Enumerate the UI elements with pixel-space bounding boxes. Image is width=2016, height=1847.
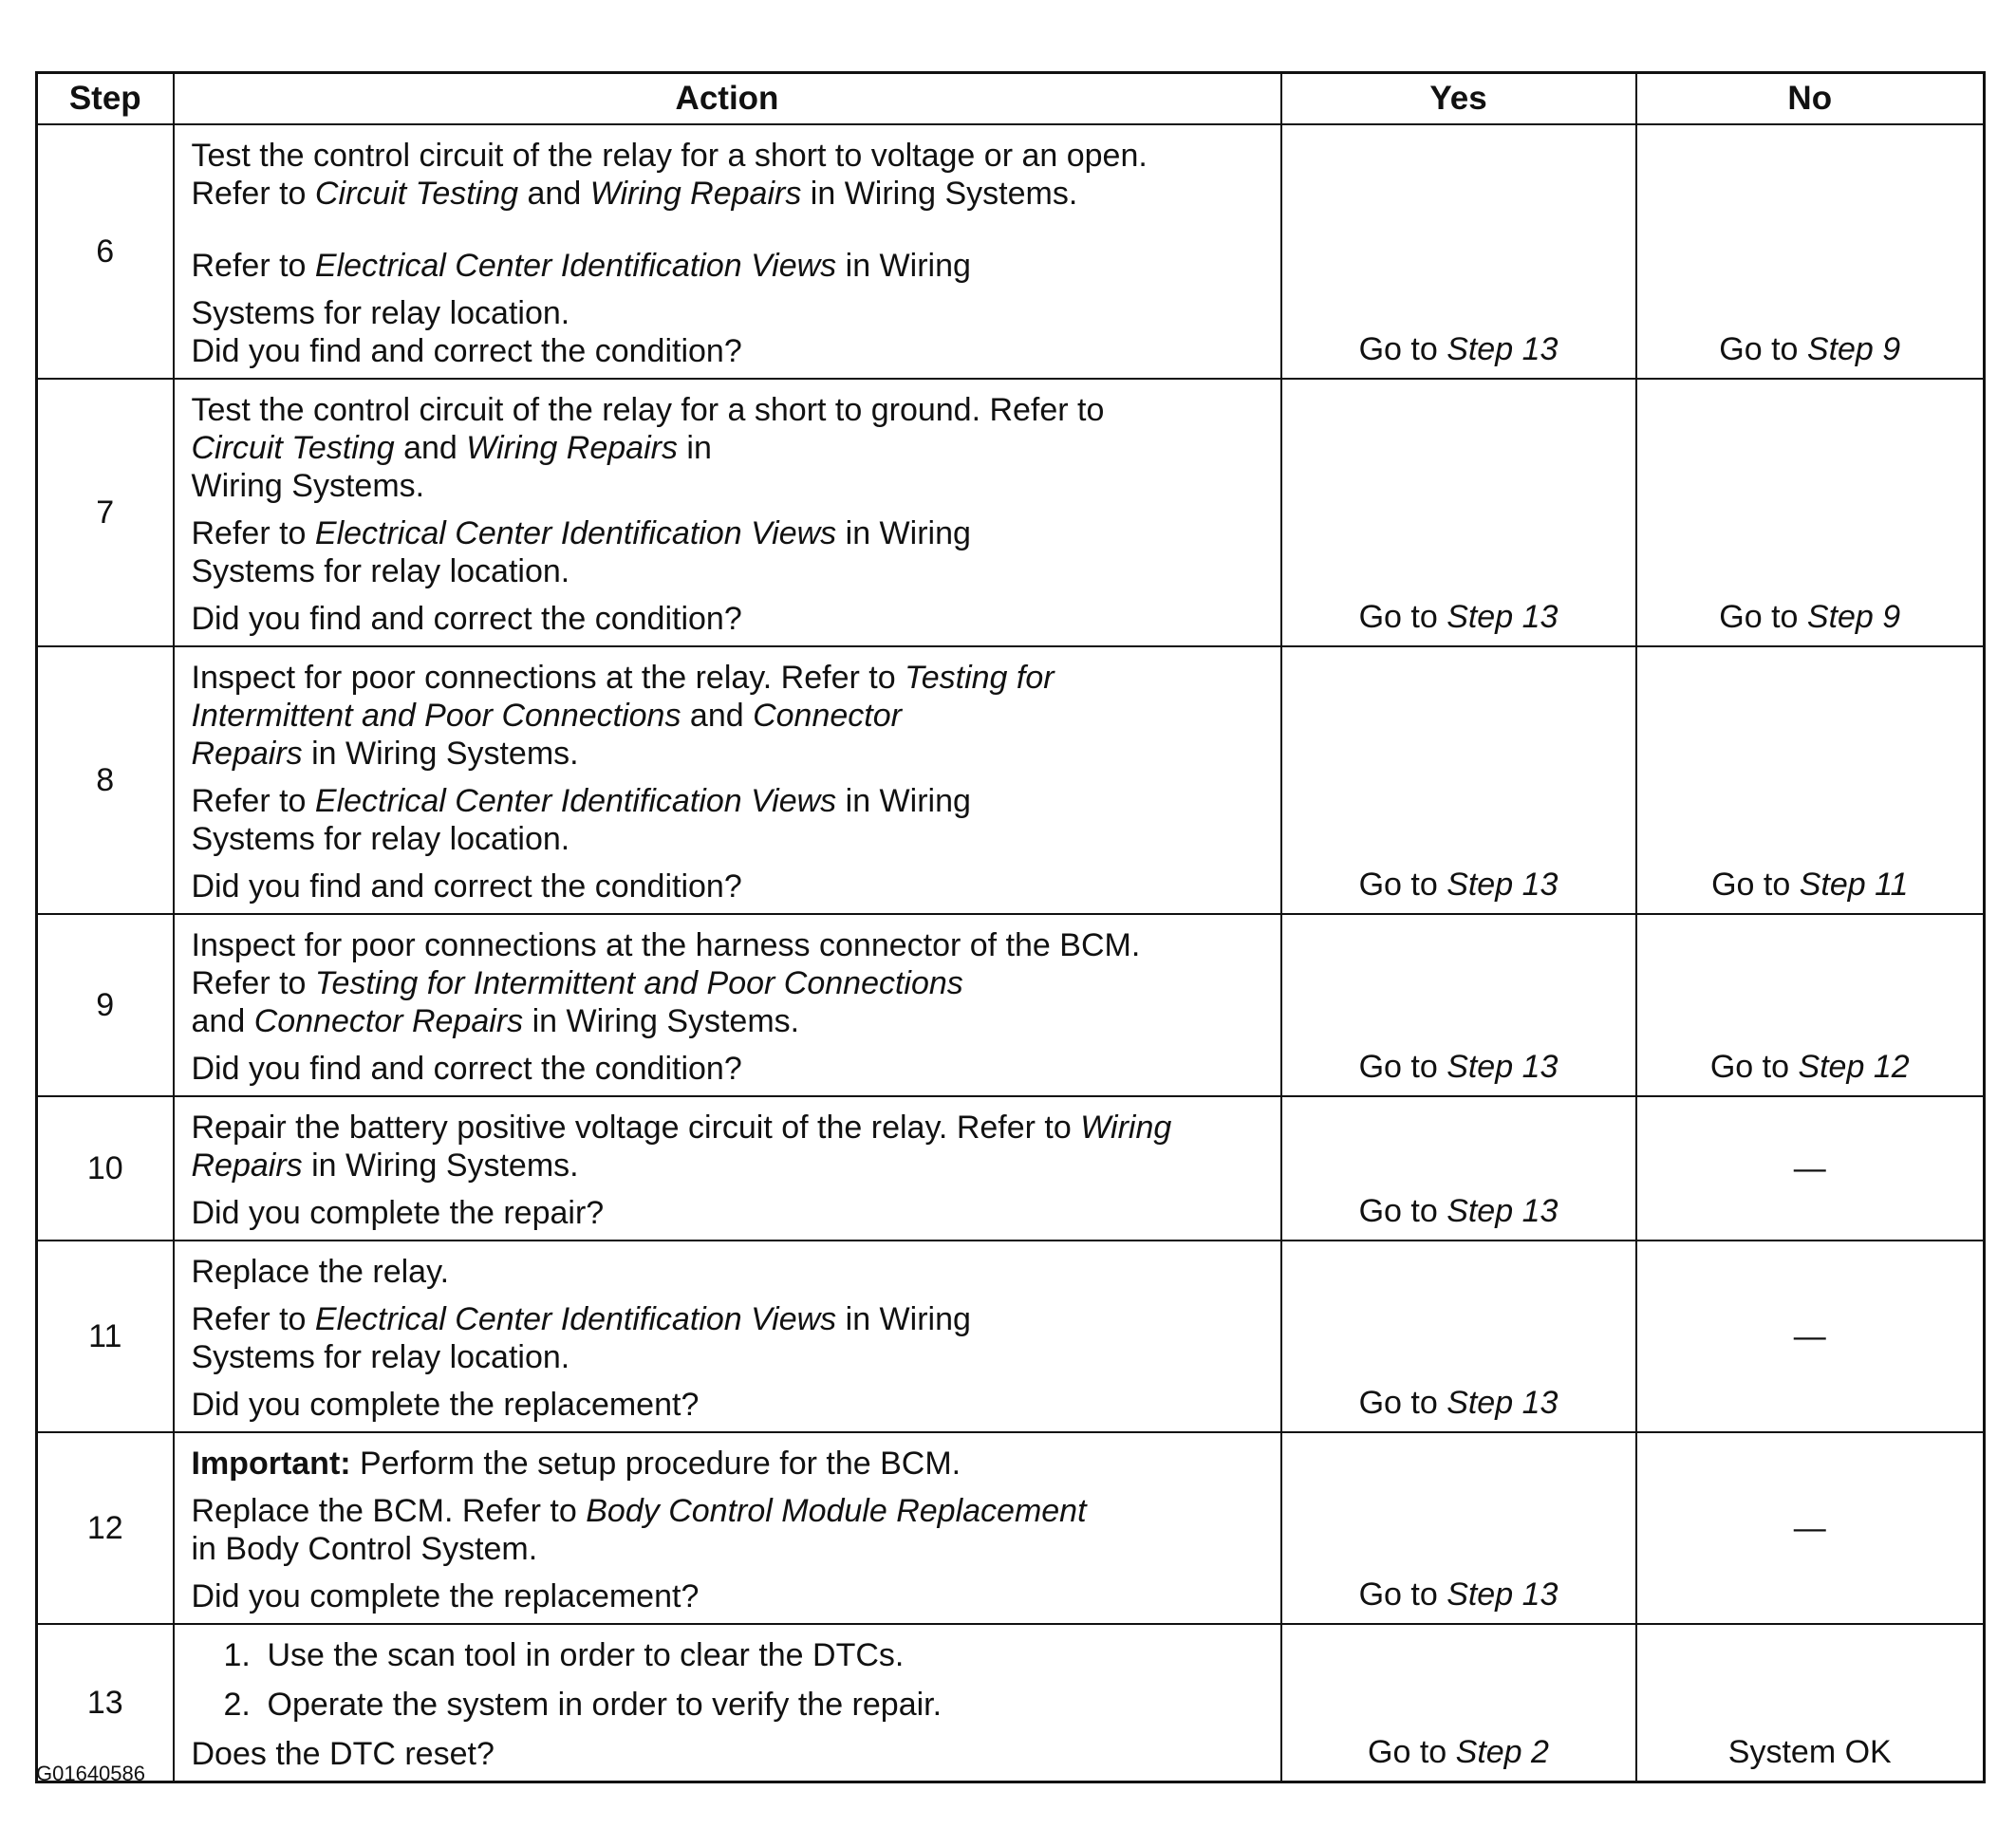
action-line xyxy=(192,964,1265,1002)
step-number: 11 xyxy=(37,1241,174,1432)
text-run: Does the DTC reset? xyxy=(191,1736,495,1772)
action-line xyxy=(192,1002,1265,1040)
text-run: Go to xyxy=(1719,599,1807,635)
reference-text: Intermittent and Poor Connections xyxy=(191,698,681,734)
no-result xyxy=(1636,1624,1985,1782)
header-no: No xyxy=(1636,73,1985,125)
text-run: Did you complete the repair? xyxy=(191,1195,605,1231)
reference-text: Repairs xyxy=(191,1147,303,1184)
header-yes: Yes xyxy=(1281,73,1636,125)
reference-text: Step 13 xyxy=(1447,1049,1559,1085)
table-row xyxy=(37,1624,1985,1782)
reference-text: Step 12 xyxy=(1798,1049,1910,1085)
step-number: 13 xyxy=(37,1624,174,1782)
text-run: Test the control circuit of the relay for a short to voltage or an open. xyxy=(191,138,1148,174)
table-row xyxy=(37,379,1985,646)
text-run: Repair the battery positive voltage circuit of the relay. Refer to xyxy=(191,1110,1081,1146)
action-line xyxy=(192,782,1265,820)
reference-text: Step 11 xyxy=(1799,867,1909,903)
action-cell xyxy=(174,124,1281,379)
action-line xyxy=(192,391,1265,429)
text-run: Test the control circuit of the relay for a short to ground. Refer to xyxy=(191,392,1105,428)
reference-text: Step 9 xyxy=(1806,599,1901,635)
reference-text: Electrical Center Identification Views xyxy=(314,1301,837,1337)
text-run: Did you find and correct the condition? xyxy=(191,333,742,369)
list-item xyxy=(192,1686,1265,1724)
text-run: Systems for relay location. xyxy=(191,821,570,857)
list-number: 2. xyxy=(223,1687,251,1723)
text-run: System OK xyxy=(1727,1734,1892,1770)
action-line xyxy=(192,514,1265,552)
no-result xyxy=(1636,914,1985,1096)
no-result xyxy=(1636,1432,1985,1624)
action-line xyxy=(192,926,1265,964)
text-run: Did you find and correct the condition? xyxy=(191,601,742,637)
text-run: in xyxy=(677,430,712,466)
yes-result xyxy=(1281,1624,1636,1782)
action-line xyxy=(192,659,1265,697)
yes-result xyxy=(1281,124,1636,379)
action-cell xyxy=(174,1624,1281,1782)
text-run: Go to xyxy=(1358,867,1447,903)
action-line xyxy=(192,1386,1265,1424)
action-cell xyxy=(174,646,1281,914)
text-run: Wiring Systems. xyxy=(191,468,425,504)
action-line xyxy=(192,1109,1265,1147)
table-row xyxy=(37,1432,1985,1624)
text-run: in Wiring xyxy=(836,783,971,819)
text-run: Replace the BCM. Refer to xyxy=(191,1493,587,1529)
action-cell xyxy=(174,379,1281,646)
header-action: Action xyxy=(174,73,1281,125)
reference-text: Connector Repairs xyxy=(253,1003,524,1039)
text-run: and xyxy=(681,698,754,734)
reference-text: Step 13 xyxy=(1447,1576,1559,1613)
reference-text: Step 2 xyxy=(1455,1734,1549,1770)
text-run: in Body Control System. xyxy=(191,1531,538,1567)
list-text: Use the scan tool in order to clear the DTCs. xyxy=(267,1637,905,1673)
text-run: Refer to xyxy=(191,515,315,551)
action-cell xyxy=(174,914,1281,1096)
text-run: in Wiring Systems. xyxy=(302,1147,579,1184)
reference-text: Step 9 xyxy=(1806,331,1901,367)
text-run: Go to xyxy=(1719,331,1807,367)
action-cell xyxy=(174,1432,1281,1624)
reference-text: Step 13 xyxy=(1447,599,1559,635)
text-run: and xyxy=(191,1003,254,1039)
text-run: Did you find and correct the condition? xyxy=(191,1051,742,1087)
text-run: in Wiring xyxy=(836,248,971,284)
reference-text: Body Control Module Replacement xyxy=(586,1493,1087,1529)
text-run: Go to xyxy=(1358,331,1447,367)
text-run: Go to xyxy=(1709,1049,1799,1085)
header-step: Step xyxy=(37,73,174,125)
text-run: Refer to xyxy=(191,965,315,1001)
text-run: Inspect for poor connections at the relay. Refer to xyxy=(191,660,905,696)
action-line xyxy=(192,467,1265,505)
step-number: 7 xyxy=(37,379,174,646)
text-run: Refer to xyxy=(191,176,315,212)
text-run: Perform the setup procedure for the BCM. xyxy=(350,1446,961,1482)
yes-result xyxy=(1281,379,1636,646)
reference-text: Circuit Testing xyxy=(191,430,395,466)
yes-result xyxy=(1281,1241,1636,1432)
action-line xyxy=(192,1445,1265,1483)
text-run: Go to xyxy=(1368,1734,1456,1770)
figure-id: G01640586 xyxy=(36,1762,145,1785)
yes-result xyxy=(1281,646,1636,914)
reference-text: Step 13 xyxy=(1447,867,1559,903)
no-result xyxy=(1636,124,1985,379)
action-line xyxy=(192,137,1265,175)
table-body xyxy=(37,124,1985,1782)
text-run: Go to xyxy=(1358,1049,1447,1085)
step-number: 8 xyxy=(37,646,174,914)
text-run: Did you find and correct the condition? xyxy=(191,868,742,905)
text-run: Refer to xyxy=(191,783,315,819)
text-run: Systems for relay location. xyxy=(191,553,570,589)
action-line xyxy=(192,175,1265,213)
no-result xyxy=(1636,379,1985,646)
text-run: Refer to xyxy=(191,1301,315,1337)
action-line xyxy=(192,294,1265,332)
text-run: Inspect for poor connections at the harness connector of the BCM. xyxy=(191,927,1141,963)
yes-result xyxy=(1281,1432,1636,1624)
text-run: Systems for relay location. xyxy=(191,1339,570,1375)
action-line xyxy=(192,1194,1265,1232)
action-line xyxy=(192,552,1265,590)
reference-text: Electrical Center Identification Views xyxy=(314,248,837,284)
table-row xyxy=(37,1096,1985,1241)
reference-text: Circuit Testing xyxy=(314,176,519,212)
action-line xyxy=(192,600,1265,638)
text-run: in Wiring Systems. xyxy=(801,176,1078,212)
action-cell xyxy=(174,1096,1281,1241)
action-line xyxy=(192,429,1265,467)
text-run: — xyxy=(1793,1317,1826,1354)
action-line xyxy=(192,1530,1265,1568)
action-line xyxy=(192,697,1265,735)
list-number: 1. xyxy=(223,1637,251,1673)
table-row xyxy=(37,1241,1985,1432)
reference-text: Testing for xyxy=(905,660,1055,696)
text-run: — xyxy=(1793,1149,1826,1186)
text-run: and xyxy=(518,176,590,212)
text-run: Did you complete the replacement? xyxy=(191,1387,700,1423)
step-number: 10 xyxy=(37,1096,174,1241)
table-row xyxy=(37,914,1985,1096)
action-line xyxy=(192,735,1265,773)
text-run: Replace the relay. xyxy=(191,1254,450,1290)
action-line xyxy=(192,1577,1265,1615)
text-run: — xyxy=(1793,1509,1826,1546)
diagnostic-table xyxy=(35,71,1986,1783)
action-line xyxy=(192,332,1265,370)
text-run: in Wiring Systems. xyxy=(523,1003,800,1039)
reference-text: Step 13 xyxy=(1447,331,1559,367)
reference-text: Step 13 xyxy=(1447,1193,1559,1229)
table-row xyxy=(37,124,1985,379)
reference-text: Electrical Center Identification Views xyxy=(314,515,837,551)
reference-text: Wiring Repairs xyxy=(589,176,802,212)
reference-text: Electrical Center Identification Views xyxy=(314,783,837,819)
text-run: in Wiring Systems. xyxy=(302,736,579,772)
text-run: Go to xyxy=(1358,1576,1447,1613)
yes-result xyxy=(1281,914,1636,1096)
no-result xyxy=(1636,1241,1985,1432)
action-line xyxy=(192,820,1265,858)
action-line xyxy=(192,1253,1265,1291)
action-line xyxy=(192,1147,1265,1185)
no-result xyxy=(1636,646,1985,914)
action-line xyxy=(192,1492,1265,1530)
text-run: Refer to xyxy=(191,248,315,284)
no-result xyxy=(1636,1096,1985,1241)
reference-text: Wiring Repairs xyxy=(466,430,678,466)
list-item xyxy=(192,1636,1265,1674)
reference-text: Step 13 xyxy=(1447,1385,1559,1421)
yes-result xyxy=(1281,1096,1636,1241)
step-number: 6 xyxy=(37,124,174,379)
action-line xyxy=(192,1338,1265,1376)
text-run: in Wiring xyxy=(836,1301,971,1337)
header-row xyxy=(37,73,1985,125)
action-cell xyxy=(174,1241,1281,1432)
action-line xyxy=(192,1735,1265,1773)
text-run: Go to xyxy=(1358,1385,1447,1421)
reference-text: Repairs xyxy=(191,736,303,772)
reference-text: Connector xyxy=(753,698,902,734)
reference-text: Wiring xyxy=(1080,1110,1172,1146)
step-number: 12 xyxy=(37,1432,174,1624)
text-run: Systems for relay location. xyxy=(191,295,570,331)
step-number: 9 xyxy=(37,914,174,1096)
action-line xyxy=(192,868,1265,905)
action-line xyxy=(192,247,1265,285)
text-run: in Wiring xyxy=(836,515,971,551)
text-run: Go to xyxy=(1358,599,1447,635)
emphasis-text: Important: xyxy=(191,1446,351,1482)
text-run: Did you complete the replacement? xyxy=(191,1578,700,1614)
table-row xyxy=(37,646,1985,914)
text-run: Go to xyxy=(1358,1193,1447,1229)
text-run: Go to xyxy=(1711,867,1800,903)
text-run: and xyxy=(394,430,467,466)
action-line xyxy=(192,1300,1265,1338)
list-text: Operate the system in order to verify the repair. xyxy=(267,1687,943,1723)
action-line xyxy=(192,1050,1265,1088)
reference-text: Testing for Intermittent and Poor Connections xyxy=(314,965,963,1001)
